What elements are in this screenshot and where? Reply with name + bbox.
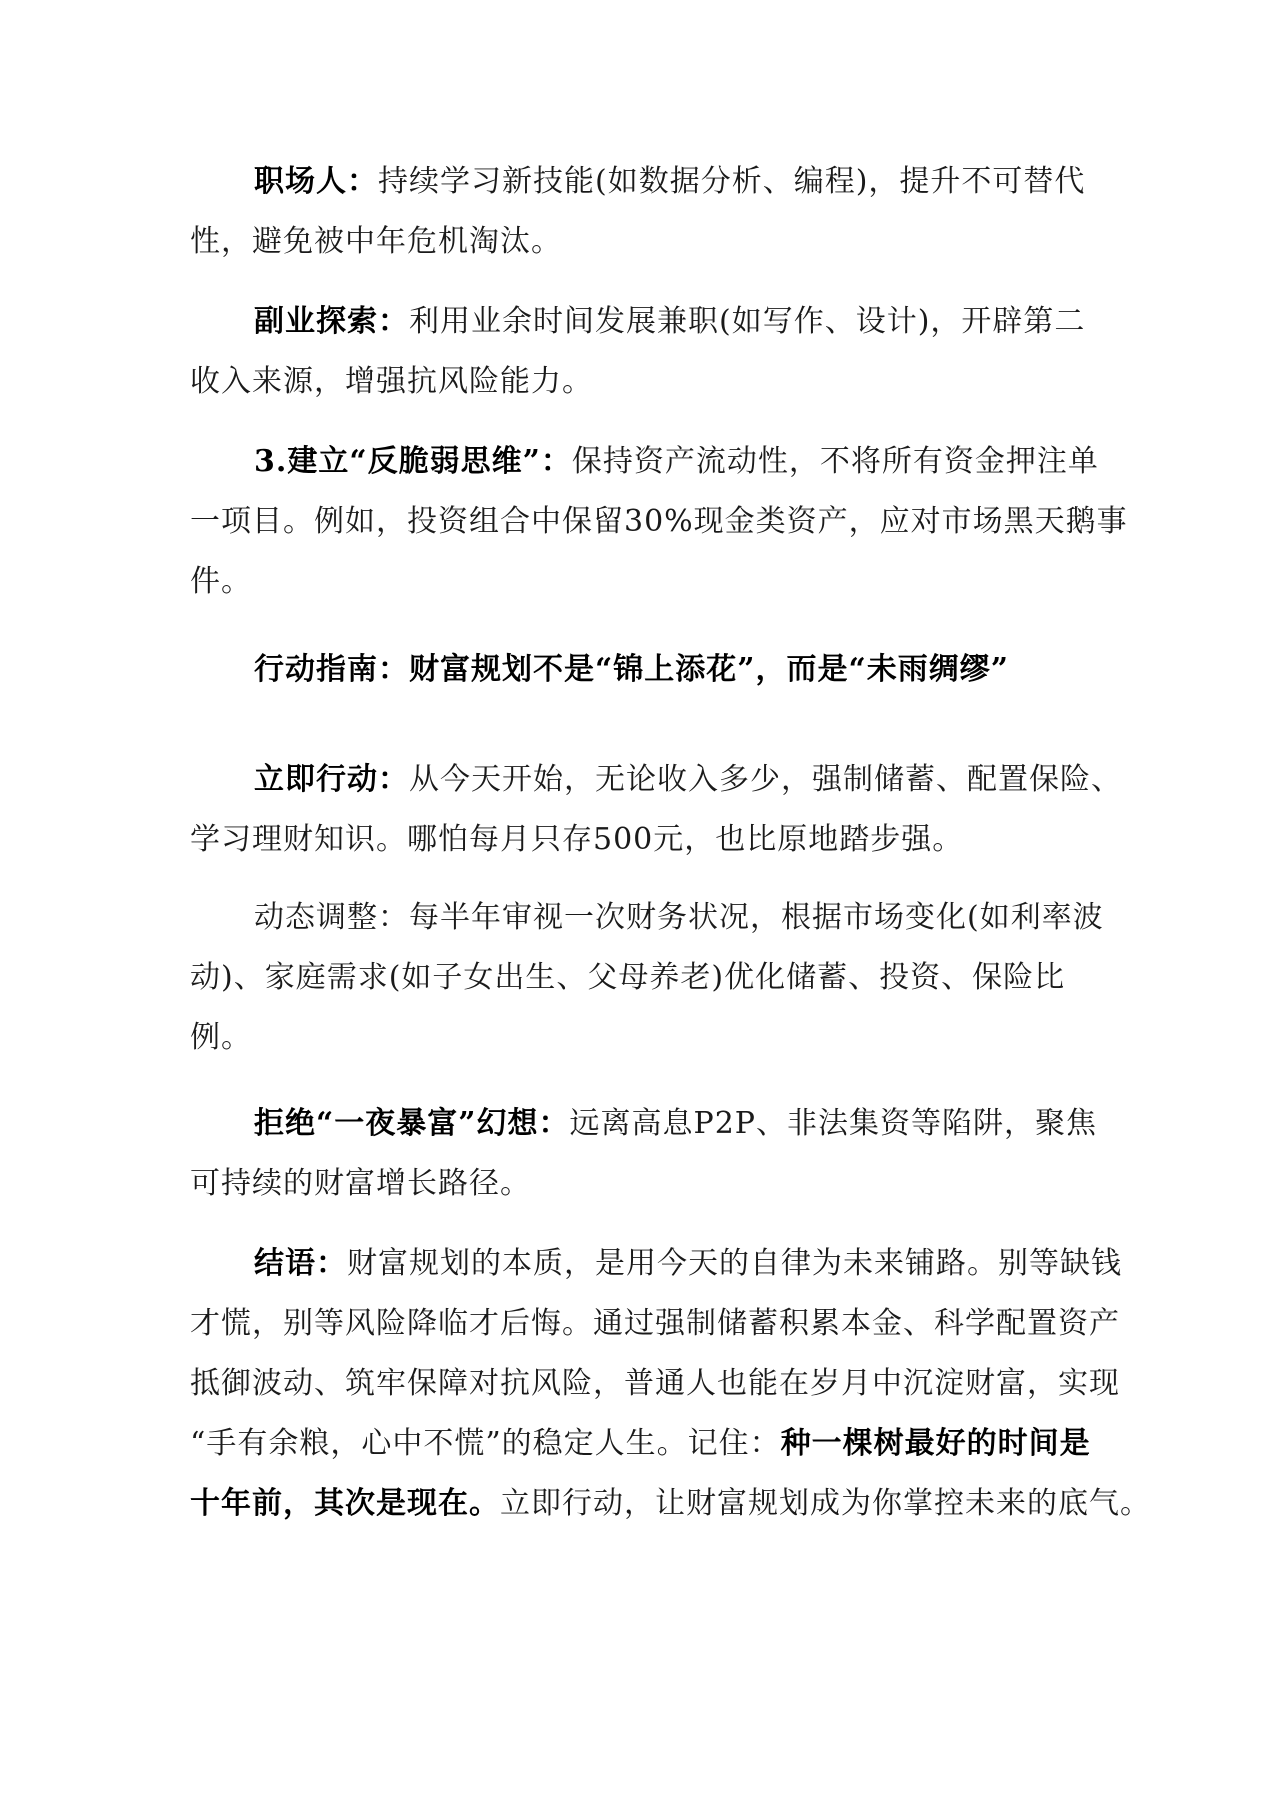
- body-text: 性，避免被中年危机淘汰。: [190, 224, 562, 259]
- body-text: 例。: [190, 1020, 252, 1055]
- body-text: 动态调整：每半年审视一次财务状况，根据市场变化(如利率波: [254, 900, 1104, 935]
- paragraph-act-now: [190, 750, 1122, 870]
- body-text: 从今天开始，无论收入多少，强制储蓄、配置保险、: [409, 762, 1122, 797]
- paragraph-line: [190, 212, 1100, 272]
- bold-lead: 拒绝“一夜暴富”幻想：: [254, 1106, 570, 1141]
- paragraph-line: [190, 810, 1100, 870]
- paragraph-dynamic-adjust: [190, 888, 1104, 1068]
- bold-lead: 职场人：: [254, 164, 378, 199]
- paragraph-conclusion: [190, 1234, 1151, 1534]
- paragraph-line: [190, 1154, 1100, 1214]
- body-text: 立即行动，让财富规划成为你掌控未来的底气。: [500, 1486, 1151, 1521]
- paragraph-line: [190, 1094, 1100, 1154]
- paragraph-line: [190, 1474, 1151, 1534]
- paragraph-line: [190, 1234, 1122, 1294]
- paragraph-line: [190, 1008, 1100, 1068]
- body-text: 一项目。例如，投资组合中保留30%现金类资产，应对市场黑天鹅事: [190, 504, 1128, 539]
- bold-lead: 副业探索：: [254, 304, 409, 339]
- paragraph-antifragile: [190, 432, 1128, 612]
- paragraph-line: [190, 552, 1100, 612]
- body-text: 收入来源，增强抗风险能力。: [190, 364, 593, 399]
- paragraph-line: [190, 152, 1100, 212]
- bold-quote: 种一棵树最好的时间是: [780, 1426, 1091, 1461]
- paragraph-line: [190, 492, 1128, 552]
- paragraph-line: [190, 1354, 1120, 1414]
- paragraph-line: [190, 352, 1100, 412]
- paragraph-line: [190, 1294, 1120, 1354]
- heading-line: [190, 640, 1100, 700]
- paragraph-side-business: [190, 292, 1100, 412]
- bold-lead: 立即行动：: [254, 762, 409, 797]
- paragraph-line: [190, 750, 1122, 810]
- paragraph-line: [190, 888, 1104, 948]
- body-text: 持续学习新技能(如数据分析、编程)，提升不可替代: [378, 164, 1086, 199]
- paragraph-line: [190, 1414, 1100, 1474]
- body-text: 动)、家庭需求(如子女出生、父母养老)优化储蓄、投资、保险比: [190, 960, 1066, 995]
- body-text: 财富规划的本质，是用今天的自律为未来铺路。别等缺钱: [347, 1246, 1122, 1281]
- body-text: 利用业余时间发展兼职(如写作、设计)，开辟第二: [409, 304, 1086, 339]
- body-text: 保持资产流动性，不将所有资金押注单: [571, 444, 1099, 479]
- body-text: “手有余粮，心中不慌”的稳定人生。记住：: [190, 1426, 781, 1461]
- body-text: 远离高息P2P、非法集资等陷阱，聚焦: [569, 1106, 1097, 1141]
- body-text: 可持续的财富增长路径。: [190, 1166, 531, 1201]
- bold-lead: 3.建立“反脆弱思维”：: [254, 444, 572, 479]
- body-text: 抵御波动、筑牢保障对抗风险，普通人也能在岁月中沉淀财富，实现: [190, 1366, 1120, 1401]
- body-text: 才慌，别等风险降临才后悔。通过强制储蓄积累本金、科学配置资产: [190, 1306, 1120, 1341]
- bold-lead: 结语：: [254, 1246, 347, 1281]
- heading-text: 行动指南：财富规划不是“锦上添花”，而是“未雨绸缪”: [254, 652, 1010, 687]
- paragraph-reject-get-rich: [190, 1094, 1100, 1214]
- section-heading: [190, 640, 1100, 700]
- paragraph-line: [190, 292, 1100, 352]
- paragraph-line: [190, 432, 1100, 492]
- paragraph-career: [190, 152, 1100, 272]
- body-text: 学习理财知识。哪怕每月只存500元，也比原地踏步强。: [190, 822, 964, 857]
- body-text: 件。: [190, 564, 252, 599]
- paragraph-line: [190, 948, 1100, 1008]
- bold-quote: 十年前，其次是现在。: [190, 1486, 500, 1521]
